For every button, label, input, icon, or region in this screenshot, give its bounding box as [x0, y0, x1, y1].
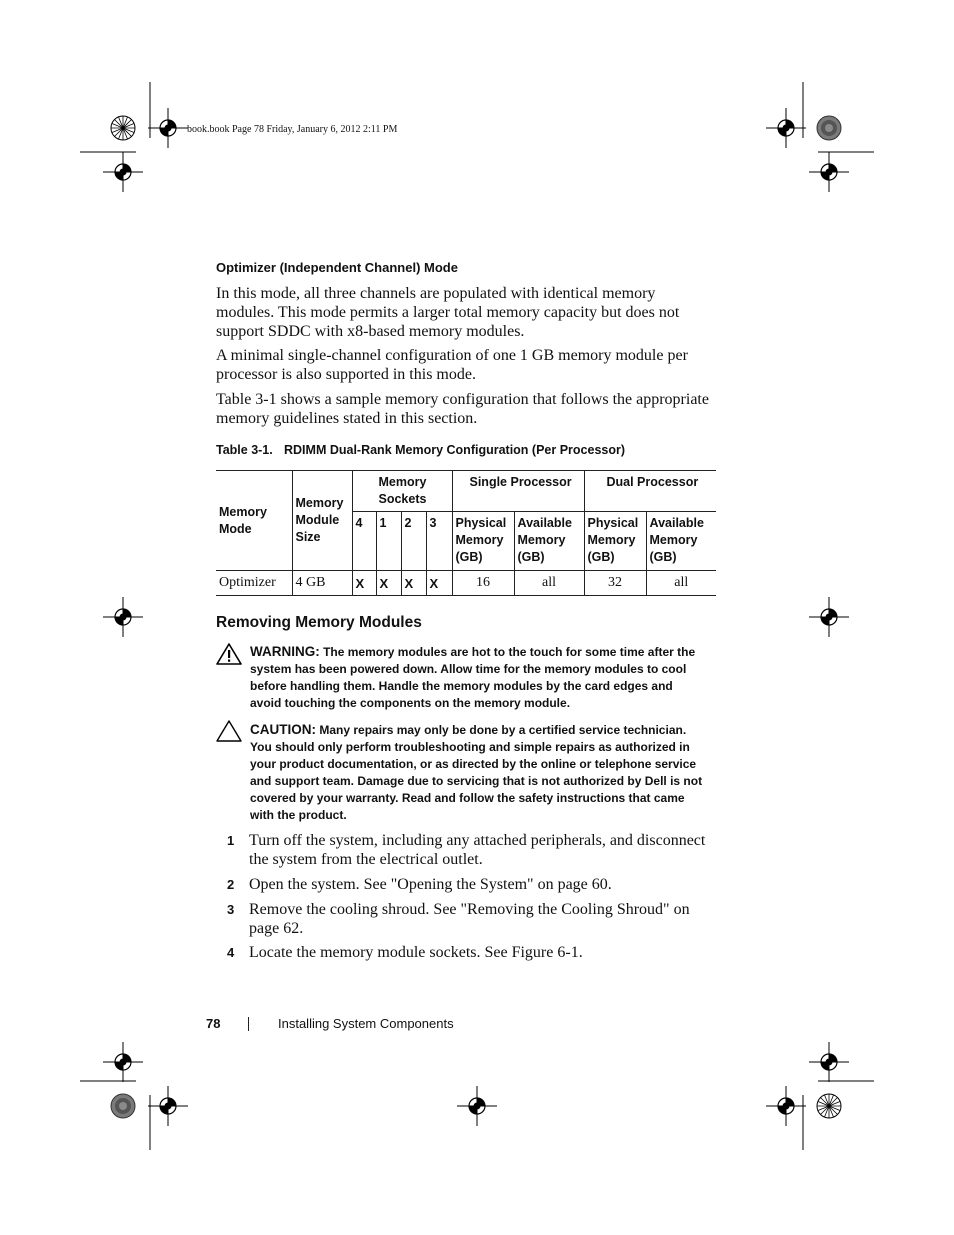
section-heading: Removing Memory Modules [216, 614, 422, 631]
header-single-available: Available Memory (GB) [514, 512, 584, 571]
cell-single-physical: 16 [452, 571, 514, 596]
table-caption [216, 443, 625, 457]
warning-icon [216, 643, 242, 665]
header-dual-processor: Dual Processor [584, 471, 716, 512]
header-socket-3: 3 [426, 512, 452, 571]
paragraph-1: In this mode, all three channels are populated with identical memory modules. This mode permits a larger total memory capacity but does not support SDDC with x8-based memory modules. [216, 285, 680, 340]
header-socket-1: 1 [376, 512, 401, 571]
table-caption-number: Table 3-1. [216, 443, 273, 457]
cell-single-available: all [514, 571, 584, 596]
header-module-size: Memory Module Size [292, 471, 352, 571]
step-text-3: Remove the cooling shroud. See "Removing the Cooling Shroud" on page 62. [249, 901, 690, 937]
cell-size: 4 GB [292, 571, 352, 596]
cell-socket-4: X [352, 571, 376, 596]
footer-section-title: Installing System Components [278, 1016, 454, 1031]
step-text-2: Open the system. See "Opening the System" on page 60. [249, 876, 612, 893]
header-dual-available: Available Memory (GB) [646, 512, 716, 571]
paragraph-3: Table 3-1 shows a sample memory configuration that follows the appropriate memory guidelines stated in this section. [216, 391, 709, 427]
page-number: 78 [206, 1016, 221, 1031]
table-row [216, 571, 716, 596]
cell-dual-physical: 32 [584, 571, 646, 596]
header-memory-mode: Memory Mode [216, 471, 292, 571]
step-number-2: 2 [227, 877, 235, 892]
warning-label: WARNING: [250, 644, 320, 659]
cell-mode: Optimizer [216, 571, 292, 596]
warning-text: The memory modules are hot to the touch for some time after the system has been powered down. Allow time for the memory modules to cool before handling them. Handle the memory modules by the card edges and avoid touching the components on the memory module. [250, 645, 696, 710]
caution-label: CAUTION: [250, 722, 316, 737]
cell-socket-3: X [426, 571, 452, 596]
cell-socket-2: X [401, 571, 426, 596]
table-caption-title: RDIMM Dual-Rank Memory Configuration (Per Processor) [284, 443, 626, 457]
cell-socket-1: X [376, 571, 401, 596]
header-socket-4: 4 [352, 512, 376, 571]
header-single-processor: Single Processor [452, 471, 584, 512]
caution-icon [216, 720, 242, 742]
step-number-3: 3 [227, 902, 235, 917]
warning-notice [250, 643, 705, 712]
subheading: Optimizer (Independent Channel) Mode [216, 260, 458, 275]
step-number-1: 1 [227, 833, 235, 848]
header-single-physical: Physical Memory (GB) [452, 512, 514, 571]
step-number-4: 4 [227, 945, 235, 960]
header-memory-sockets: Memory Sockets [352, 471, 452, 512]
header-socket-2: 2 [401, 512, 426, 571]
caution-notice [250, 721, 705, 824]
step-text-1: Turn off the system, including any attached peripherals, and disconnect the system from the electrical outlet. [249, 832, 706, 868]
print-header-note: book.book Page 78 Friday, January 6, 2012 2:11 PM [187, 124, 398, 135]
caution-text: Many repairs may only be done by a certified service technician. You should only perform troubleshooting and simple repairs as authorized in your product documentation, or as directed by the online or telephone service and support team. Damage due to servicing that is not authorized by Dell is not covered by your warranty. Read and follow the safety instructions that came with the product. [250, 723, 703, 822]
paragraph-2: A minimal single-channel configuration of one 1 GB memory module per processor is also supported in this mode. [216, 347, 688, 383]
cell-dual-available: all [646, 571, 716, 596]
memory-config-table [216, 470, 716, 596]
footer-divider [248, 1017, 249, 1031]
header-dual-physical: Physical Memory (GB) [584, 512, 646, 571]
step-text-4: Locate the memory module sockets. See Figure 6-1. [249, 944, 583, 961]
